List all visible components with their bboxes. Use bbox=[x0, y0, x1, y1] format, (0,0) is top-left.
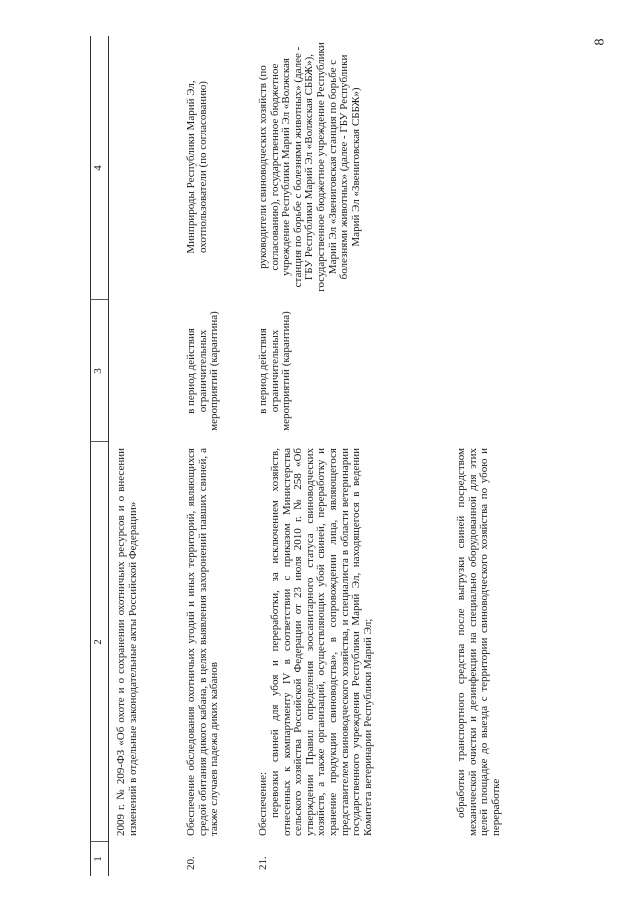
row-title: Обеспечение: bbox=[257, 771, 269, 836]
row-continuation-text: 2009 г. № 209-ФЗ «Об охоте и о сохранении охотничьих ресурсов и о внесении изменений в отдельные законодательные акты Российской Федерации» bbox=[115, 448, 139, 836]
header-col-2: 2 bbox=[92, 639, 104, 645]
page-number: 8 bbox=[592, 38, 608, 46]
row-period: в период действия ограничительных мероприятий (карантина) bbox=[185, 311, 221, 431]
row-description: перевозки свиней для убоя и переработки, за исключением хозяйств, отнесенных к компартменту IV в соответствии с приказом Министерства сельского хозяйства Российской Федерации от 23 июля 2010 г. № 258 «Об утверждении Правил определения зоосанитарного статуса свиноводческих хозяйств, а также организаций, осуществляющих убой свиней, переработку и хранение продукции свиноводства», в сопровождении лица, являющегося представителем свиноводческого хозяйства, и специалиста в области ветеринарии государственного учреждения Республики Марий Эл, находящегося в ведении Комитета ветеринарии Республики Марий Эл; bbox=[269, 448, 374, 836]
row-number: 20. bbox=[185, 856, 197, 870]
row-description-2: обработки транспортного средства после выгрузки свиней посредством механической очистки и дезинфекции на специально оборудованной для этих целей площадке до выезда с территории свиноводческого хозяйства по убою и переработке bbox=[455, 448, 502, 836]
table-top-border bbox=[90, 36, 91, 876]
header-col-4: 4 bbox=[92, 165, 104, 171]
header-bottom-border bbox=[108, 36, 109, 876]
row-responsible: Минприроды Республики Марий Эл, охотпользователи (по согласованию) bbox=[185, 80, 209, 254]
header-col-3: 3 bbox=[92, 368, 104, 374]
rotated-table bbox=[90, 36, 570, 876]
row-responsible: руководители свиноводческих хозяйств (по согласованию), государственное бюджетное учреждение Республики Марий Эл «Волжская станция по борьбе с болезнями животных» (далее - ГБУ Республики Марий Эл «Волжская СББЖ»), государственное бюджетное учреждение Республики Марий Эл «Звениговская станция по борьбе с болезнями животных» (далее - ГБУ Республики Марий Эл «Звениговская СББЖ») bbox=[257, 42, 362, 292]
header-col-1: 1 bbox=[92, 856, 104, 862]
row-period: в период действия ограничительных мероприятий (карантина) bbox=[257, 311, 293, 431]
row-number: 21. bbox=[257, 856, 269, 870]
row-description: Обеспечение обследования охотничьих угодий и иных территорий, являющихся средой обитания дикого кабана, в целях выявления захоронений павших свиней, а также случаев падежа диких кабанов bbox=[185, 448, 221, 836]
